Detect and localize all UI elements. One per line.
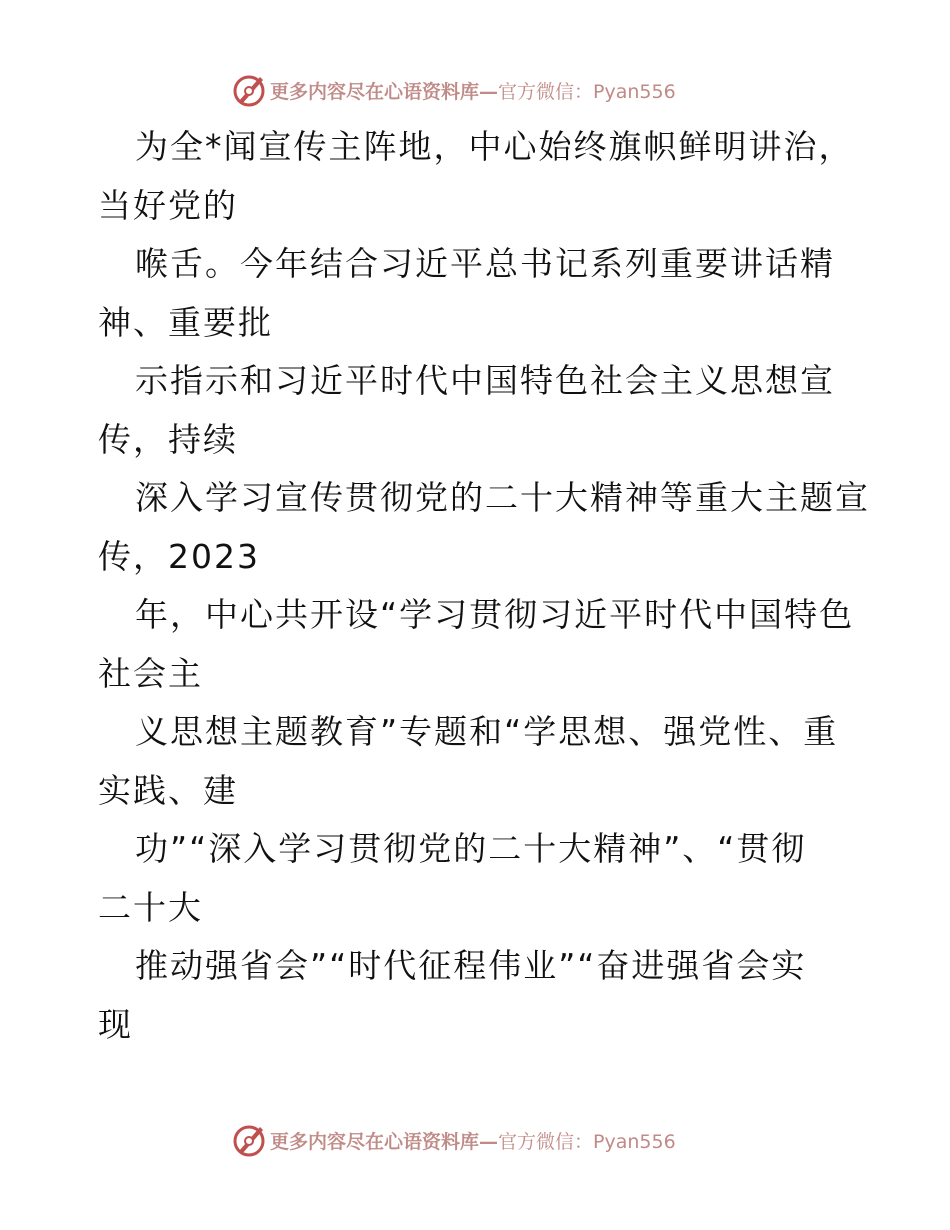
body-line: 示指示和习近平时代中国特色社会主义思想宣: [135, 361, 835, 400]
header-watermark-banner: [230, 70, 730, 110]
footer-wechat-text: 官方微信：Pyan556: [498, 1130, 676, 1153]
body-line: 实践、建: [98, 770, 238, 810]
body-line: 义思想主题教育”专题和“学思想、强党性、重: [135, 712, 839, 751]
body-line: 社会主: [98, 653, 203, 693]
body-line: 年，中心共开设“学习贯彻习近平时代中国特色: [135, 595, 855, 634]
body-line: 传，持续: [98, 419, 238, 459]
body-line: 二十大: [98, 887, 203, 927]
body-line: 传，2023: [98, 536, 260, 576]
footer-watermark-banner: [230, 1120, 730, 1160]
header-site-text: 更多内容尽在心语资料库—: [270, 80, 499, 103]
body-line: 现: [98, 1004, 133, 1044]
quill-seal-logo-icon: [230, 1121, 268, 1159]
header-wechat-text: 官方微信：Pyan556: [498, 80, 676, 103]
body-line: 为全*闻宣传主阵地，中心始终旗帜鲜明讲治，: [135, 127, 854, 166]
quill-seal-logo-icon: [230, 71, 268, 109]
body-line: 当好党的: [98, 185, 238, 225]
document-body: [98, 118, 878, 1054]
body-line: 功”“深入学习贯彻党的二十大精神”、“贯彻: [135, 829, 807, 868]
body-line: 喉舌。今年结合习近平总书记系列重要讲话精: [135, 244, 835, 283]
body-line: 神、重要批: [98, 302, 273, 342]
body-line: 推动强省会”“时代征程伟业”“奋进强省会实: [135, 946, 807, 985]
footer-site-text: 更多内容尽在心语资料库—: [270, 1130, 499, 1153]
body-line: 深入学习宣传贯彻党的二十大精神等重大主题宣: [135, 478, 870, 517]
